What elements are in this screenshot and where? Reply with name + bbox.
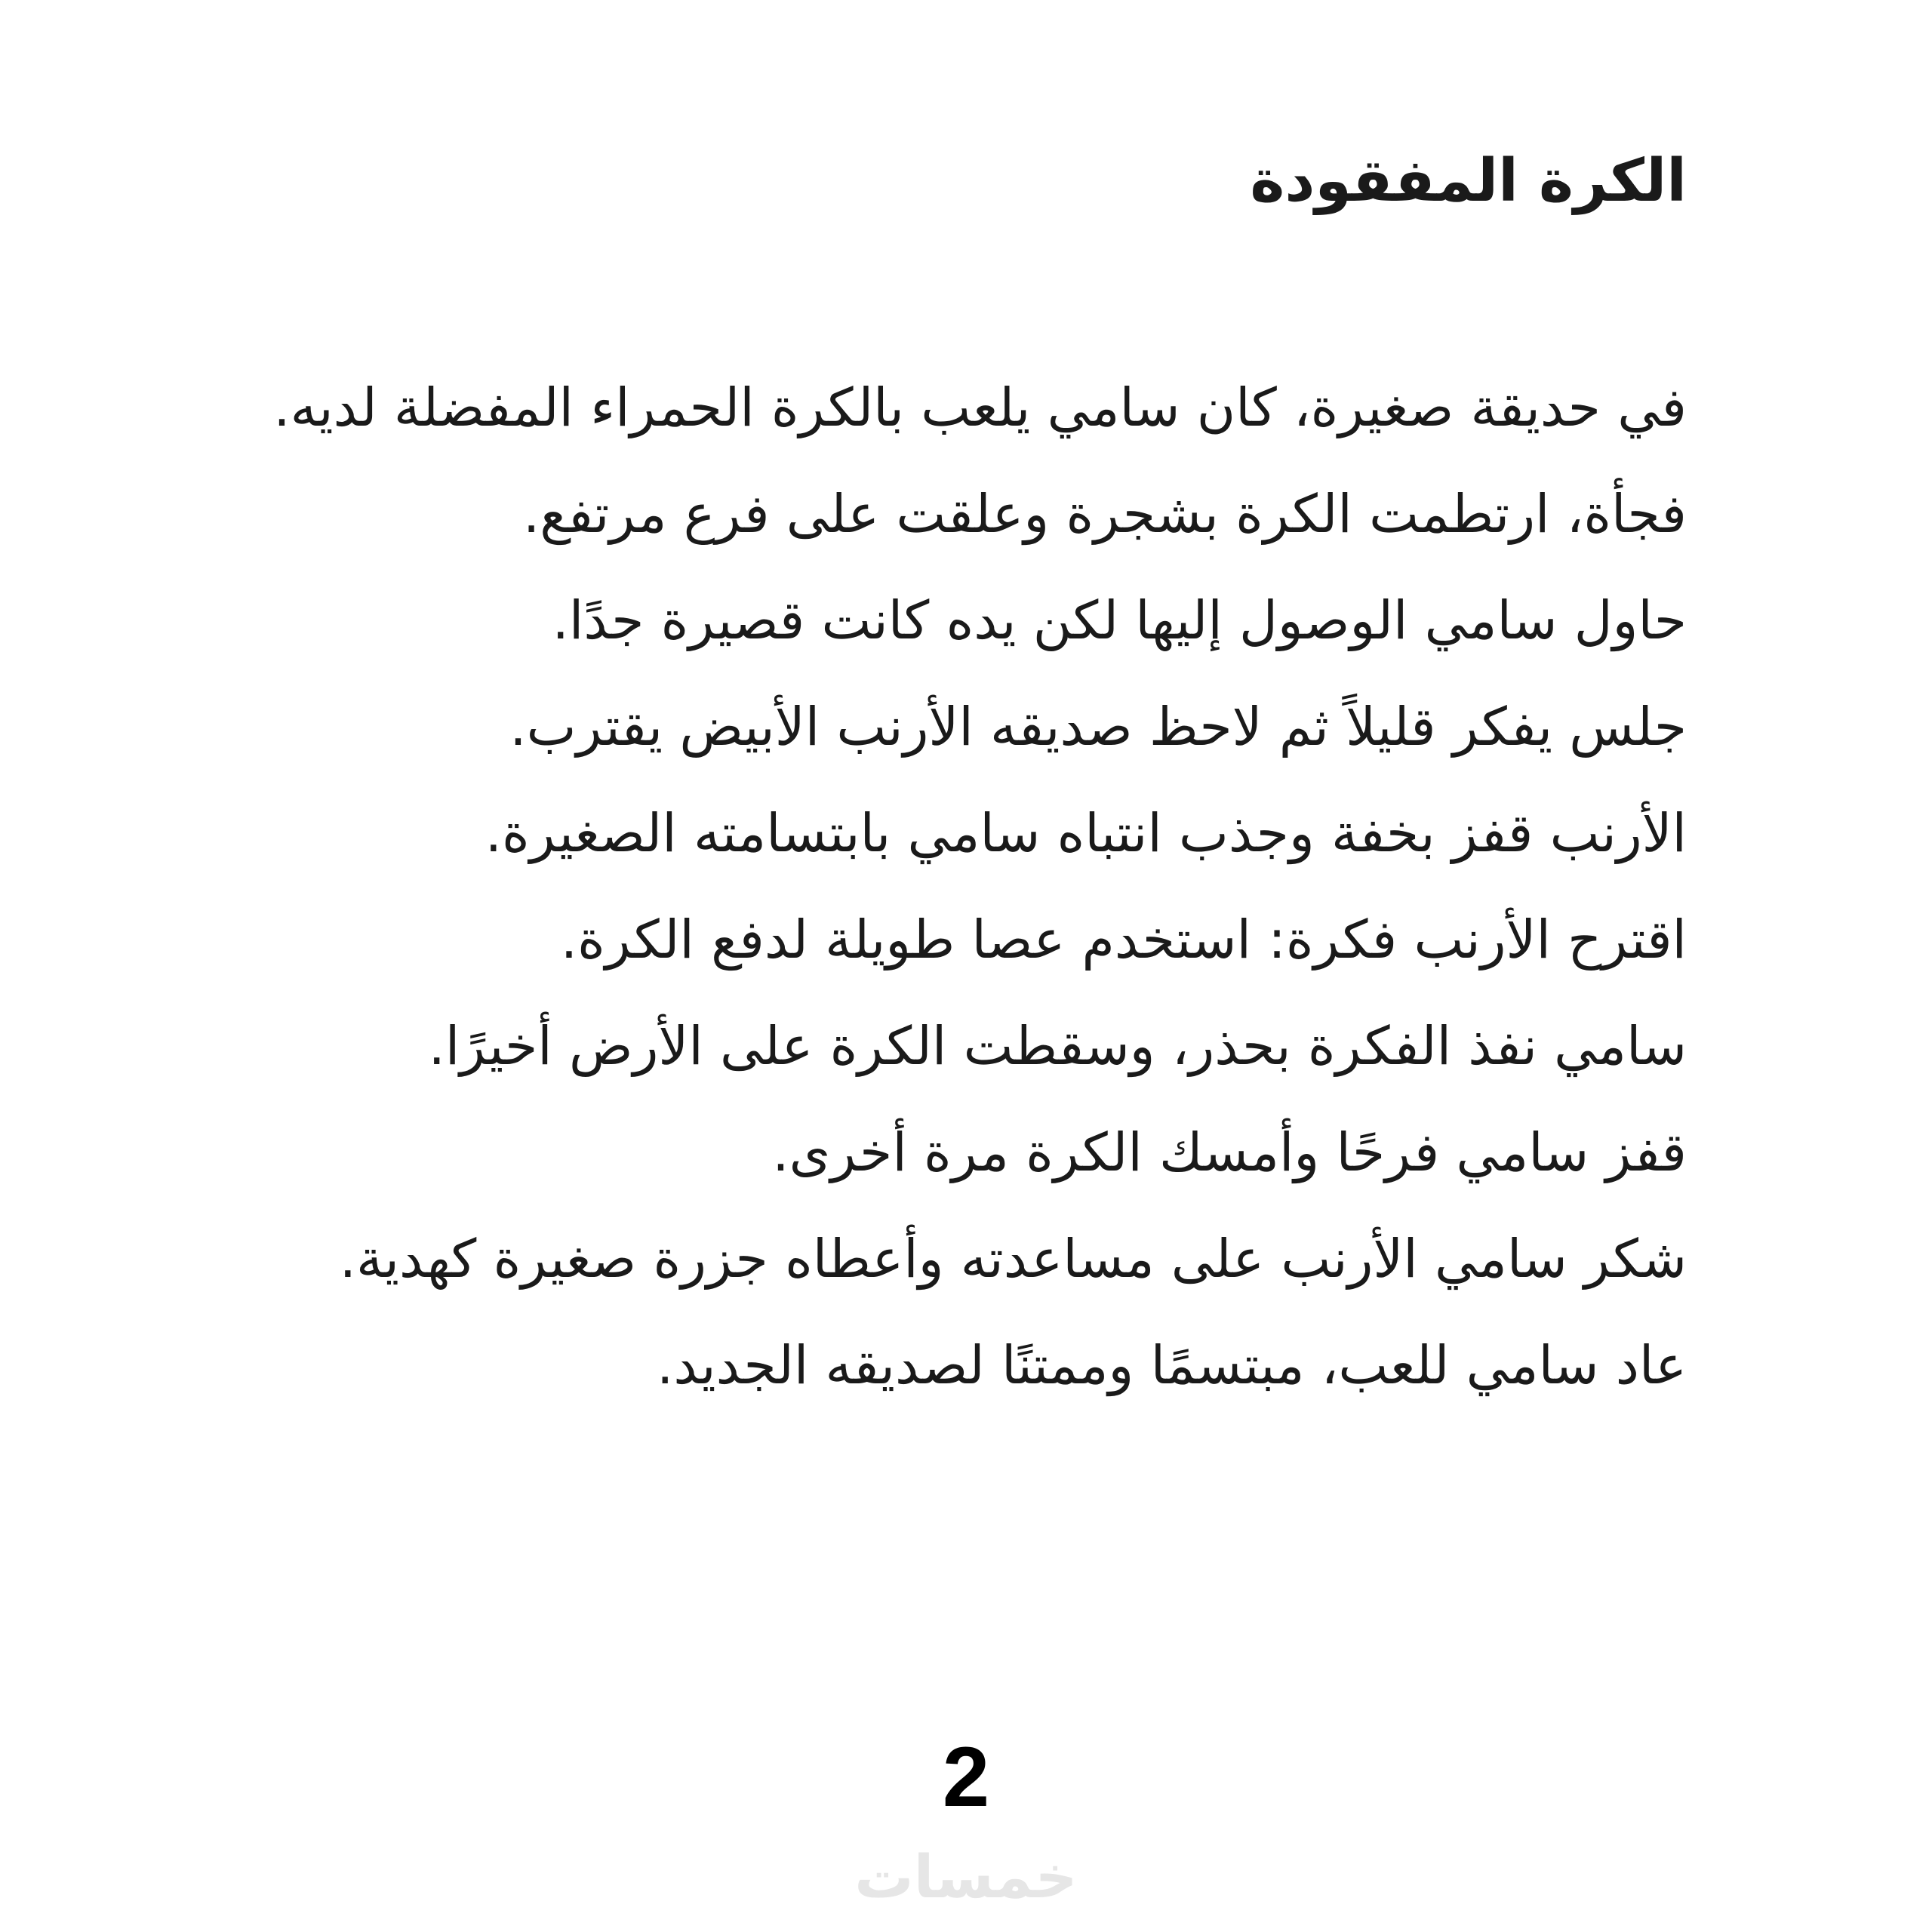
story-line: فجأة، ارتطمت الكرة بشجرة وعلقت على فرع مرتفع. — [522, 483, 1687, 545]
story-body — [238, 355, 1687, 1419]
story-line: في حديقة صغيرة، كان سامي يلعب بالكرة الحمراء المفضلة لديه. — [273, 377, 1687, 438]
story-line: عاد سامي للعب، مبتسمًا وممتنًا لصديقه الجديد. — [657, 1334, 1687, 1396]
story-title: الكرة المفقودة — [1250, 147, 1687, 215]
story-line: شكر سامي الأرنب على مساعدته وأعطاه جزرة صغيرة كهدية. — [339, 1228, 1687, 1290]
story-line: حاول سامي الوصول إليها لكن يده كانت قصيرة جدًا. — [552, 589, 1687, 651]
story-line: قفز سامي فرحًا وأمسك الكرة مرة أخرى. — [772, 1121, 1687, 1183]
story-line: سامي نفذ الفكرة بحذر، وسقطت الكرة على الأرض أخيرًا. — [428, 1015, 1687, 1077]
watermark-logo: خمسات — [854, 1844, 1078, 1912]
page-number: 2 — [942, 1730, 990, 1824]
story-line: جلس يفكر قليلاً ثم لاحظ صديقه الأرنب الأبيض يقترب. — [509, 696, 1687, 758]
story-line: اقترح الأرنب فكرة: استخدم عصا طويلة لدفع الكرة. — [560, 909, 1687, 971]
story-line: الأرنب قفز بخفة وجذب انتباه سامي بابتسامته الصغيرة. — [485, 802, 1687, 864]
